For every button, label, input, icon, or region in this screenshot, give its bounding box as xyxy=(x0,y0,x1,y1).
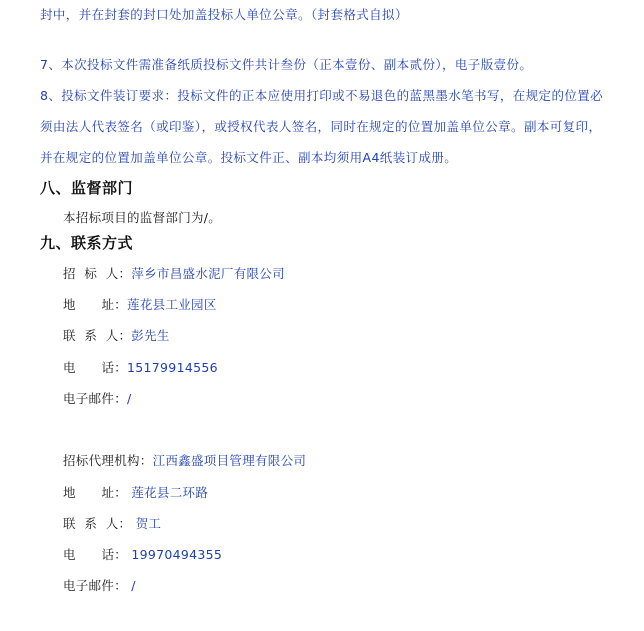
paragraph-item-7: 7、本次投标文件需准备纸质投标文件共计叁份（正本壹份、副本贰份），电子版壹份。 xyxy=(40,57,533,72)
paragraph-item-8: 8、投标文件装订要求：投标文件的正本应使用打印或不易退色的蓝黑墨水笔书写，在规定的位置必须由法人代表签名（或印鉴），或授权代表人签名，同时在规定的位置加盖单位公章。副本可复印，并在规定的位置加盖单位公章。投标文件正、副本均须用A4纸装订成册。 xyxy=(40,88,604,165)
agency-name-row xyxy=(63,451,306,469)
tenderer-contact-row xyxy=(63,326,170,344)
agency-contact-value: 贺工 xyxy=(131,516,162,531)
agency-contact-row xyxy=(63,514,161,532)
tenderer-phone-label: 电 话： xyxy=(63,360,128,375)
agency-address-value: 莲花县二环路 xyxy=(127,485,209,500)
tenderer-email-row xyxy=(63,389,132,407)
section-heading-contact: 九、联系方式 xyxy=(40,234,134,252)
agency-email-value: / xyxy=(127,578,136,593)
tenderer-contact-label: 联 系 人： xyxy=(63,328,132,343)
agency-name-label: 招标代理机构： xyxy=(63,453,153,468)
tenderer-name-label: 招 标 人： xyxy=(63,266,132,281)
tenderer-name-value: 萍乡市昌盛水泥厂有限公司 xyxy=(131,266,285,281)
agency-email-row xyxy=(63,576,136,594)
tenderer-address-value: 莲花县工业园区 xyxy=(127,297,217,312)
tenderer-name-row xyxy=(63,264,285,282)
agency-name-value: 江西鑫盛项目管理有限公司 xyxy=(152,453,307,468)
tenderer-address-label: 地 址： xyxy=(63,297,128,312)
paragraph-envelope-seal: 封中，并在封套的封口处加盖投标人单位公章。（封套格式自拟） xyxy=(40,7,408,22)
tenderer-phone-row xyxy=(63,358,218,376)
agency-phone-value: 19970494355 xyxy=(127,547,223,562)
tenderer-email-label: 电子邮件： xyxy=(63,391,128,406)
agency-address-row xyxy=(63,483,208,501)
tenderer-phone-value: 15179914556 xyxy=(127,360,218,375)
agency-phone-row xyxy=(63,545,222,563)
tenderer-address-row xyxy=(63,295,217,313)
section-heading-supervision: 八、监督部门 xyxy=(40,179,134,197)
supervision-text: 本招标项目的监督部门为/。 xyxy=(63,210,222,225)
agency-email-label: 电子邮件： xyxy=(63,578,128,593)
agency-contact-label: 联 系 人： xyxy=(63,516,132,531)
tenderer-email-value: / xyxy=(127,391,132,406)
agency-address-label: 地 址： xyxy=(63,485,128,500)
agency-phone-label: 电 话： xyxy=(63,547,128,562)
tenderer-contact-value: 彭先生 xyxy=(131,328,170,343)
